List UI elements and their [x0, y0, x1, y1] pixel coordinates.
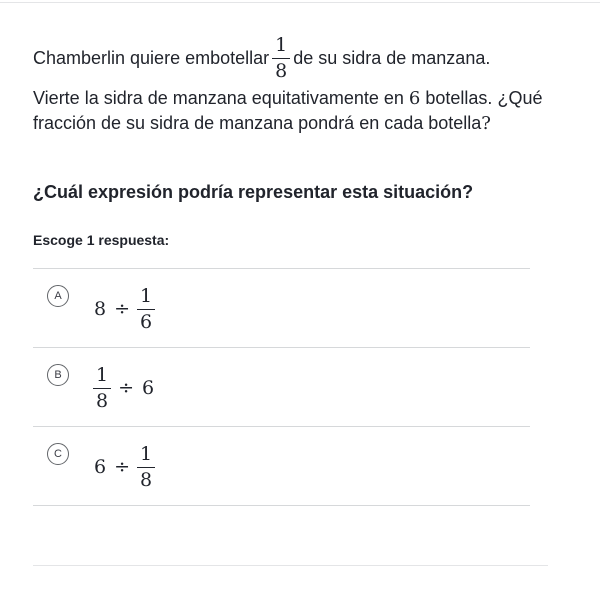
- choice-b-fraction: [93, 363, 111, 412]
- fraction-numerator: 1: [272, 36, 290, 59]
- choice-b-whole: 6: [142, 377, 155, 399]
- question-paragraph-2: [33, 86, 543, 136]
- bottle-count: 6: [408, 88, 421, 109]
- choice-c-radio[interactable]: C: [47, 443, 69, 465]
- fraction-denominator: 8: [275, 59, 288, 82]
- top-divider: [0, 2, 600, 3]
- choice-b-divide-sign: ÷: [118, 377, 135, 399]
- question-line-1-start: Chamberlin quiere embotellar: [33, 48, 270, 68]
- question-prompt: ¿Cuál expresión podría representar esta situación?: [33, 182, 474, 202]
- question-line-1: [33, 30, 543, 86]
- question-mark: ?: [481, 113, 491, 134]
- choice-c-divide-sign: ÷: [114, 456, 131, 478]
- choice-a-whole: 8: [94, 298, 107, 320]
- choice-b-denominator: 8: [96, 389, 109, 412]
- question-line-2-start: Vierte la sidra de manzana equitativamente en: [33, 88, 404, 108]
- question-line-1-end: de su sidra de manzana.: [293, 48, 491, 68]
- choice-b[interactable]: [33, 348, 530, 427]
- choice-c-denominator: 8: [140, 468, 153, 491]
- bottom-divider: [33, 565, 548, 566]
- choice-b-expression: [90, 360, 158, 416]
- choice-a-divide-sign: ÷: [114, 298, 131, 320]
- choice-a-fraction: [137, 284, 155, 333]
- choice-a-numerator: 1: [137, 287, 155, 310]
- question-line-3: ¿Qué fracción de su sidra de manzana pondrá en cada botella: [33, 88, 543, 133]
- question-text: [33, 30, 543, 136]
- choice-c-whole: 6: [94, 456, 107, 478]
- answer-choices: [33, 268, 530, 506]
- choice-a-expression: [90, 281, 158, 337]
- choice-a[interactable]: [33, 269, 530, 348]
- choice-b-numerator: 1: [93, 366, 111, 389]
- question-line-2-end: botellas.: [425, 88, 493, 108]
- choice-a-radio[interactable]: A: [47, 285, 69, 307]
- choice-c-expression: [90, 439, 158, 495]
- answer-instructions: Escoge 1 respuesta:: [33, 232, 170, 248]
- one-eighth-fraction: [272, 33, 290, 82]
- choice-a-denominator: 6: [140, 310, 153, 333]
- choice-c-fraction: [137, 442, 155, 491]
- choice-c-numerator: 1: [137, 445, 155, 468]
- choice-c[interactable]: [33, 427, 530, 506]
- choice-b-radio[interactable]: B: [47, 364, 69, 386]
